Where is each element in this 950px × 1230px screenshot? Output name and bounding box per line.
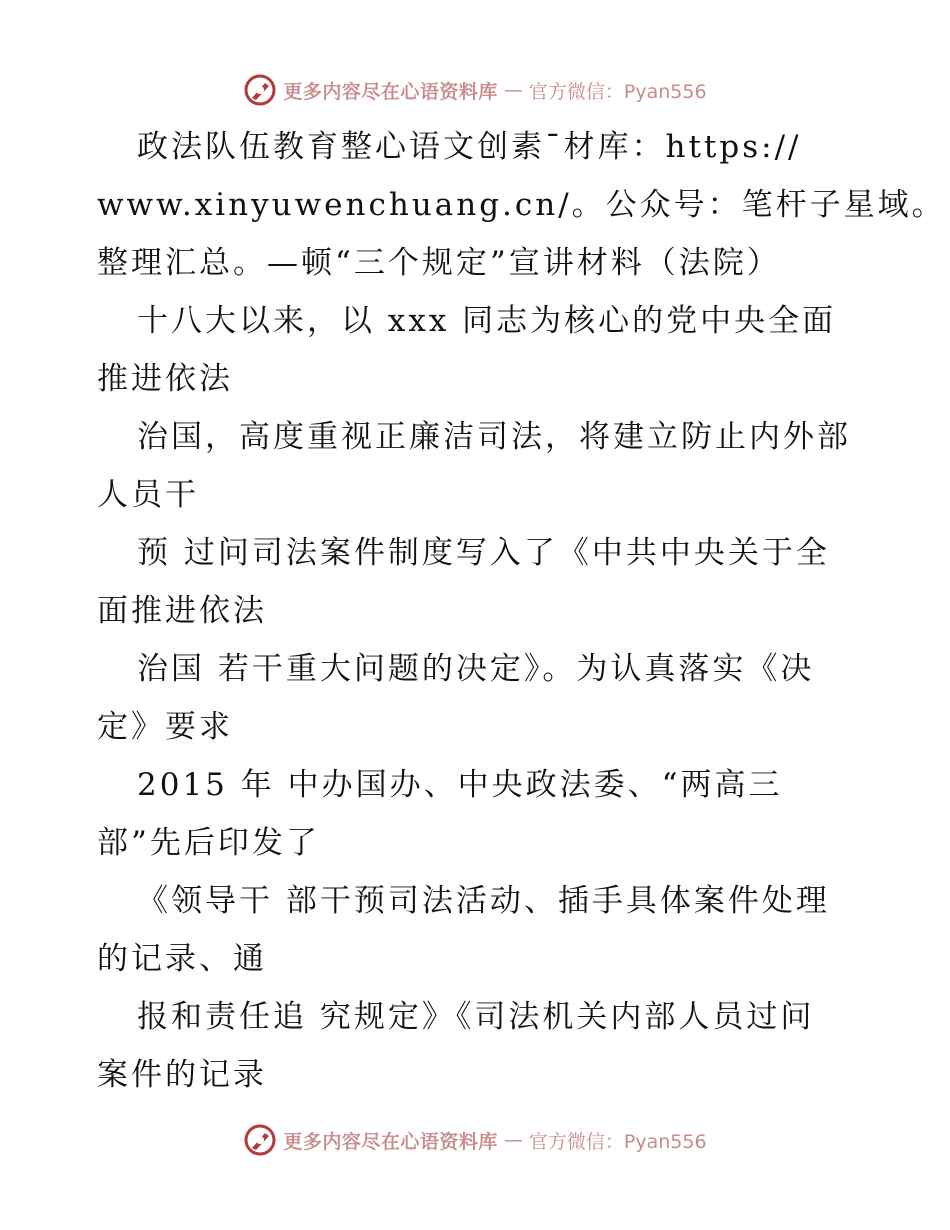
- footer-banner-main: 更多内容尽在心语资料库: [283, 1130, 498, 1153]
- document-body: [97, 118, 946, 1104]
- footer-banner: [0, 1120, 950, 1160]
- body-line: 部”先后印发了: [97, 825, 320, 861]
- body-line: 整理汇总。—顿“三个规定”宣讲材料（法院）: [97, 245, 781, 281]
- body-line: 案件的记录: [97, 1057, 267, 1093]
- body-line: 面推进依法: [97, 593, 267, 629]
- body-line: 2015 年 中办国办、中央政法委、“两高三: [137, 767, 783, 803]
- footer-banner-sub: 官方微信：Pyan556: [528, 1130, 707, 1153]
- body-line: 报和责任追 究规定》《司法机关内部人员过问: [137, 999, 815, 1035]
- header-banner-sub: 官方微信：Pyan556: [528, 80, 707, 103]
- body-line: 治国，高度重视正廉洁司法，将建立防止内外部: [137, 419, 851, 455]
- body-line: 人员干: [97, 477, 199, 513]
- footer-banner-separator: —: [503, 1129, 523, 1151]
- body-line: 《领导干 部干预司法活动、插手具体案件处理: [137, 883, 830, 919]
- body-line: 治国 若干重大问题的决定》。为认真落实《决: [137, 651, 815, 687]
- header-banner: [0, 70, 950, 110]
- body-line: 预 过问司法案件制度写入了《中共中央关于全: [137, 535, 830, 571]
- header-banner-inner: [243, 73, 706, 107]
- body-line: 推进依法: [97, 361, 233, 397]
- body-line: 十八大以来，以 xxx 同志为核心的党中央全面: [137, 303, 837, 339]
- header-banner-separator: —: [503, 79, 523, 101]
- logo-icon: [243, 1123, 277, 1157]
- footer-banner-inner: [243, 1123, 706, 1157]
- body-line: www.xinyuwenchuang.cn/。公众号：笔杆子星域。: [97, 187, 946, 223]
- logo-icon: [243, 73, 277, 107]
- header-banner-main: 更多内容尽在心语资料库: [283, 80, 498, 103]
- body-line: 的记录、通: [97, 941, 267, 977]
- body-line: 定》要求: [97, 709, 233, 745]
- body-line: 政法队伍教育整心语文创素¯材库：https://: [137, 129, 802, 165]
